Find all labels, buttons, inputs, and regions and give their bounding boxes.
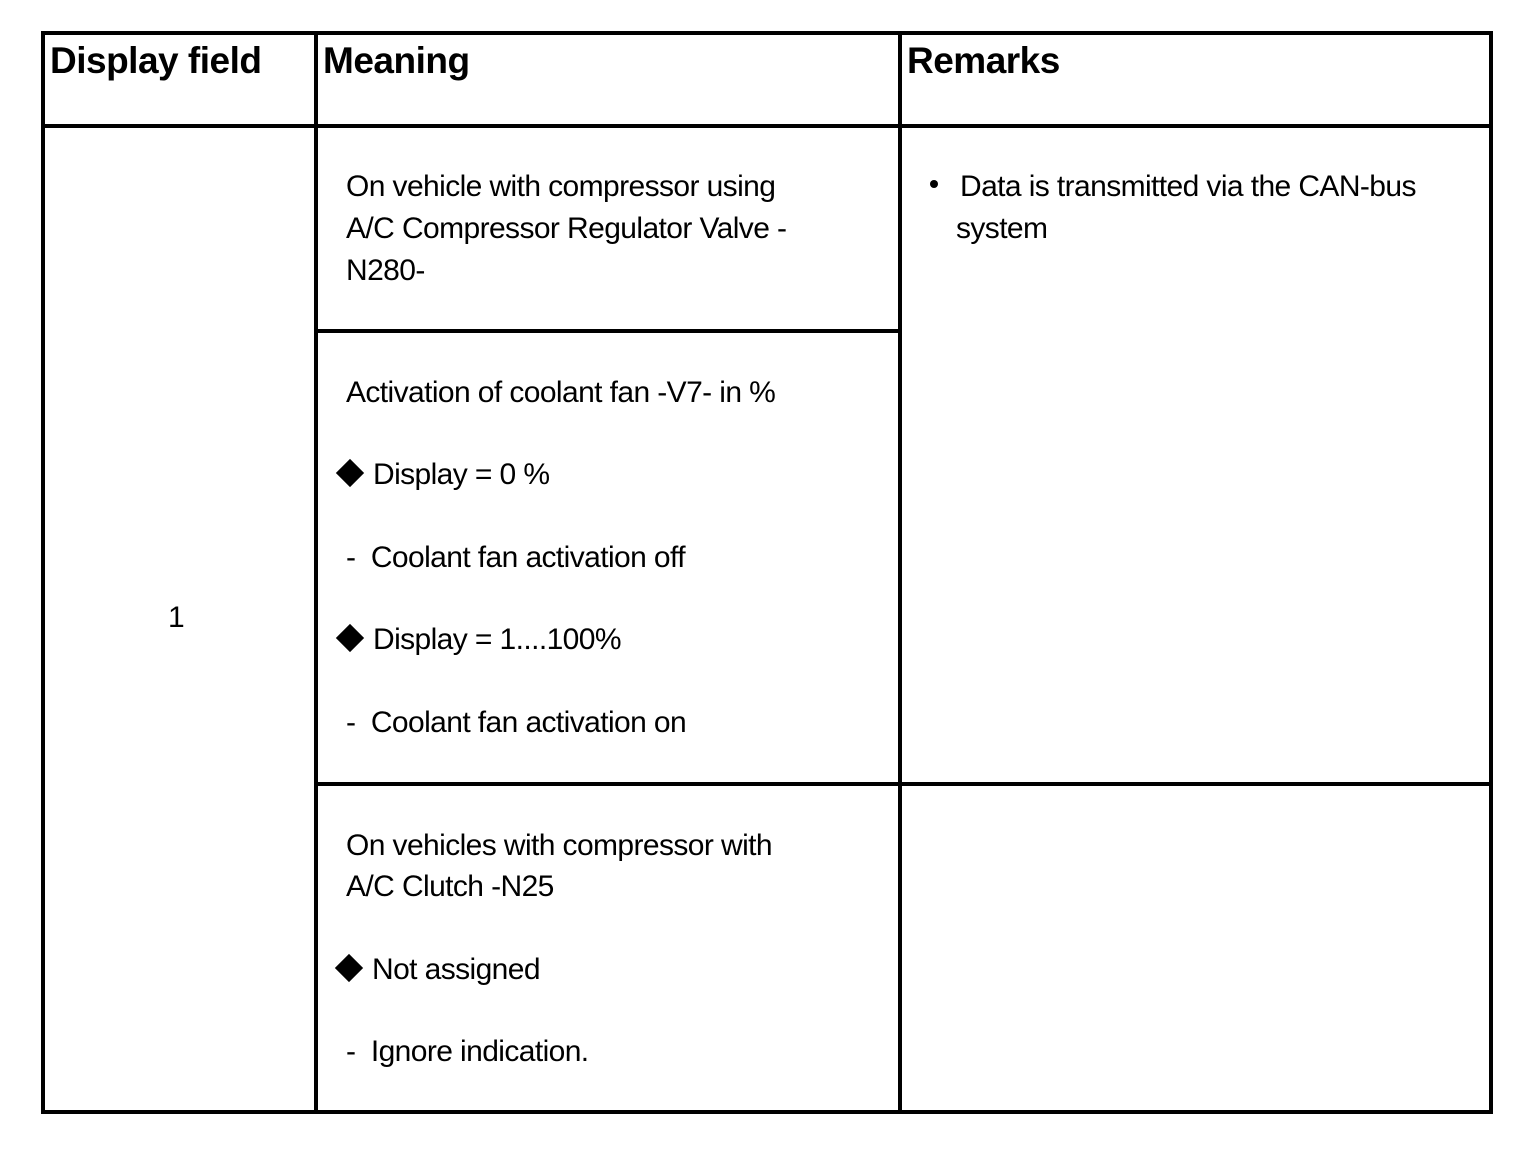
item-text: Not assigned: [372, 953, 540, 986]
display-field-value: 1: [168, 601, 185, 634]
meaning-cell-2-item-2: - Coolant fan activation off: [346, 541, 685, 574]
meaning-cell-1-line-2: A/C Compressor Regulator Valve -: [346, 212, 787, 245]
meaning-row-divider-1: [318, 329, 898, 333]
column-divider-2: [898, 35, 902, 1110]
header-meaning: Meaning: [323, 40, 470, 81]
meaning-cell-1-line-3: N280-: [346, 254, 425, 287]
meaning-cell-2-item-1: [338, 460, 549, 490]
row-divider-2: [318, 782, 1489, 786]
header-remarks: Remarks: [907, 40, 1060, 81]
header-display-field: Display field: [50, 40, 262, 81]
item-text: Display = 1....100%: [373, 623, 621, 656]
meaning-cell-2-item-4: - Coolant fan activation on: [346, 706, 687, 739]
remarks-bullet-line-1: [930, 172, 1416, 202]
diamond-bullet-icon: [335, 954, 363, 982]
item-text: Display = 0 %: [373, 458, 550, 491]
remarks-bullet-line-2: system: [956, 212, 1048, 245]
bullet-icon: [930, 180, 938, 188]
diamond-bullet-icon: [336, 459, 364, 487]
meaning-cell-1-line-1: On vehicle with compressor using: [346, 170, 776, 203]
meaning-cell-3-line-1: On vehicles with compressor with: [346, 829, 772, 862]
header-divider: [45, 124, 1489, 128]
meaning-cell-2-item-3: [338, 625, 621, 655]
meaning-cell-2-title: Activation of coolant fan -V7- in %: [346, 376, 776, 409]
meaning-cell-3-item-1: [337, 955, 540, 985]
diamond-bullet-icon: [336, 624, 364, 652]
meaning-cell-3-item-2: - Ignore indication.: [346, 1035, 589, 1068]
meaning-cell-3-line-2: A/C Clutch -N25: [346, 870, 554, 903]
remarks-text: Data is transmitted via the CAN-bus: [960, 170, 1416, 203]
column-divider-1: [314, 35, 318, 1110]
